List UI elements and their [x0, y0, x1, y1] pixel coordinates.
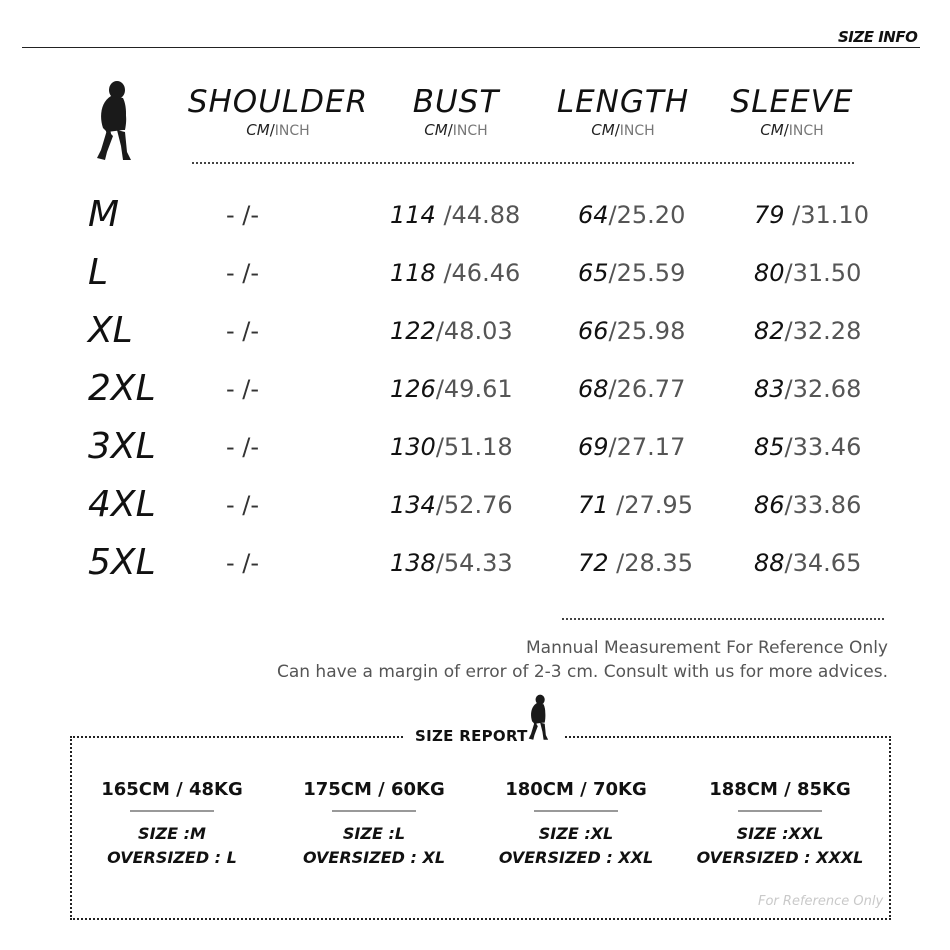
- note-dotted-divider: [562, 618, 884, 620]
- sleeve-value: 83/32.68: [754, 375, 862, 403]
- size-report-item: [72, 778, 272, 870]
- column-unit: CM/INCH: [591, 121, 655, 139]
- table-row: [0, 422, 950, 472]
- header-dotted-divider: [192, 162, 854, 164]
- table-row: [0, 538, 950, 588]
- report-divider: [534, 810, 618, 812]
- bust-value: 138/54.33: [390, 549, 513, 577]
- column-header-shoulder: [178, 84, 378, 141]
- sleeve-value: 88/34.65: [754, 549, 862, 577]
- sleeve-value: 79 /31.10: [754, 201, 869, 229]
- size-label: XL: [88, 310, 133, 351]
- shoulder-value: - /-: [226, 549, 260, 577]
- bust-value: 134/52.76: [390, 491, 513, 519]
- report-divider: [738, 810, 822, 812]
- oversized-size: OVERSIZED : L: [107, 848, 237, 867]
- length-value: 66/25.98: [578, 317, 686, 345]
- column-unit: CM/INCH: [760, 121, 824, 139]
- ape-figure-icon: [93, 80, 137, 164]
- column-header-sleeve: [692, 84, 892, 141]
- length-value: 68/26.77: [578, 375, 686, 403]
- table-row: [0, 248, 950, 298]
- size-label: 5XL: [88, 542, 156, 583]
- size-label: 2XL: [88, 368, 156, 409]
- shoulder-value: - /-: [226, 317, 260, 345]
- sleeve-value: 82/32.28: [754, 317, 862, 345]
- sleeve-value: 85/33.46: [754, 433, 862, 461]
- header-divider: [22, 47, 920, 48]
- recommended-size: SIZE :XXL: [736, 824, 824, 843]
- body-measurement: 165CM / 48KG: [101, 779, 243, 800]
- column-name: SLEEVE: [730, 84, 854, 120]
- sleeve-value: 80/31.50: [754, 259, 862, 287]
- recommended-size: SIZE :L: [342, 824, 406, 843]
- body-measurement: 188CM / 85KG: [709, 779, 851, 800]
- report-divider: [130, 810, 214, 812]
- report-divider: [332, 810, 416, 812]
- size-label: L: [88, 252, 109, 293]
- size-info-title: SIZE INFO: [838, 28, 918, 46]
- size-report-item: [680, 778, 880, 870]
- table-row: [0, 364, 950, 414]
- size-report-title: SIZE REPORT: [415, 727, 528, 745]
- length-value: 71 /27.95: [578, 491, 693, 519]
- column-name: SHOULDER: [187, 84, 369, 120]
- bust-value: 122/48.03: [390, 317, 513, 345]
- bust-value: 126/49.61: [390, 375, 513, 403]
- size-label: 4XL: [88, 484, 156, 525]
- size-report-item: [274, 778, 474, 870]
- table-row: [0, 190, 950, 240]
- body-measurement: 175CM / 60KG: [303, 779, 445, 800]
- measurement-note: Mannual Measurement For Reference Only: [526, 638, 888, 658]
- shoulder-value: - /-: [226, 433, 260, 461]
- shoulder-value: - /-: [226, 201, 260, 229]
- column-name: BUST: [412, 84, 500, 120]
- recommended-size: SIZE :XL: [538, 824, 614, 843]
- size-report-item: [476, 778, 676, 870]
- body-measurement: 180CM / 70KG: [505, 779, 647, 800]
- shoulder-value: - /-: [226, 259, 260, 287]
- column-unit: CM/INCH: [246, 121, 310, 139]
- column-name: LENGTH: [556, 84, 690, 120]
- bust-value: 130/51.18: [390, 433, 513, 461]
- length-value: 69/27.17: [578, 433, 686, 461]
- oversized-size: OVERSIZED : XXL: [498, 848, 654, 867]
- shoulder-value: - /-: [226, 491, 260, 519]
- shoulder-value: - /-: [226, 375, 260, 403]
- length-value: 72 /28.35: [578, 549, 693, 577]
- oversized-size: OVERSIZED : XL: [302, 848, 446, 867]
- length-value: 65/25.59: [578, 259, 686, 287]
- size-label: M: [88, 194, 120, 235]
- ape-figure-icon: [526, 694, 552, 742]
- table-row: [0, 480, 950, 530]
- reference-only-footnote: For Reference Only: [758, 894, 884, 909]
- bust-value: 114 /44.88: [390, 201, 521, 229]
- bust-value: 118 /46.46: [390, 259, 521, 287]
- recommended-size: SIZE :M: [138, 824, 206, 843]
- column-unit: CM/INCH: [424, 121, 488, 139]
- sleeve-value: 86/33.86: [754, 491, 862, 519]
- oversized-size: OVERSIZED : XXXL: [696, 848, 864, 867]
- margin-note: Can have a margin of error of 2-3 cm. Consult with us for more advices.: [276, 662, 888, 682]
- table-row: [0, 306, 950, 356]
- size-label: 3XL: [88, 426, 156, 467]
- length-value: 64/25.20: [578, 201, 686, 229]
